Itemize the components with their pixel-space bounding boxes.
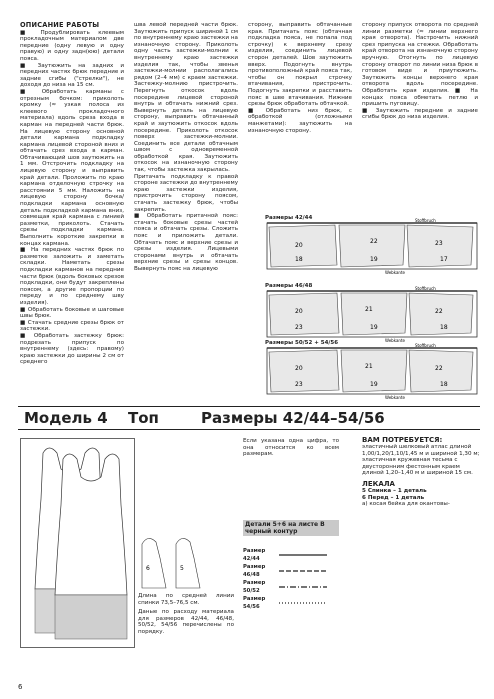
pattern-layout-3: [265, 340, 480, 400]
piece-number: 20: [295, 365, 303, 372]
piece-number: 22: [435, 308, 443, 315]
paragraph: ■ На передних частях брюк по разметке заложить и заметать складки. Наметать срезы подкладки карманов на передние части брюк (вдоль боковых срезов подкладки, они будут закреплены поясом, а другие пропорции по переду и по среднему шву изделия).: [20, 247, 124, 306]
piece-number: 20: [295, 242, 303, 249]
size-legend-row: Размер 42/44: [243, 548, 266, 562]
paragraph: сторону, выправить обтачанные края. Притачать пояс (обтачная подкладка пояса, не попала под строчку) к верхнему срезу изделия, соединить лицевой сторон деталей. Шов заутюжить вверх. Подогнуть внутрь противоположный край пояса так, чтобы он покрыл строчку втачивания, пристрочить. Подогнуть закрепки и расставить пояс в шве втачивания. Нижние срезы брюк обработать обтачкой.: [248, 22, 352, 108]
pattern-item: 5 Спинка – 1 деталь: [362, 487, 427, 494]
paragraph: ■ Обработать боковые и шаговые швы брюк.: [20, 306, 124, 320]
model-sizes: Размеры 42/44–54/56: [201, 409, 385, 427]
piece-number: 17: [440, 256, 448, 263]
svg-text:5: 5: [180, 565, 184, 572]
size-legend: [243, 547, 327, 611]
sheet-title: Детали 5+6 на листе В черный контур: [243, 520, 339, 536]
illustration-captions: [138, 593, 234, 636]
caption-sizes: Даные по расходу материала для размеров 42/44, 46/48, 50/52, 54/56 перечислены по порядку.: [138, 609, 234, 635]
pattern-size-label: Размеры 46/48: [265, 283, 313, 289]
fold-label: Stoffbruch: [415, 286, 436, 291]
size-legend-row: Размер 46/48: [243, 564, 266, 578]
paragraph: ■ Стачать средние срезы брюк от застежки.: [20, 319, 124, 333]
paragraph: ■ Заутюжить передние и задние сгибы брюк до низа изделия.: [362, 107, 478, 121]
size-note-text: Если указана одна цифра, то она относится ко всем размерам.: [243, 438, 339, 458]
lace-hem-front: [55, 595, 127, 639]
pattern-layout-2: [265, 283, 480, 343]
paragraph: ■ Заутюжить на задних и передних частях брюк передние и задние сгибы ("стрелки"), не доходя до низа на 15 см.: [20, 62, 124, 89]
materials-title: ВАМ ПОТРЕБУЕТСЯ:: [362, 436, 443, 444]
page-number: 6: [18, 683, 23, 691]
pattern-pieces-drawing: [136, 530, 240, 590]
piece-number: 21: [365, 363, 373, 370]
pattern-layout-1: [265, 215, 480, 275]
piece-number: 19: [370, 324, 378, 331]
size-legend-row: Размер 50/52: [243, 580, 266, 594]
paragraph: ■ Обработать низ брюк, с обработкой (отложными манжетами): заутюжить на изнаночную сторону.: [248, 107, 352, 134]
piece-number: 21: [365, 306, 373, 313]
piece-number: 22: [370, 238, 378, 245]
svg-text:6: 6: [146, 565, 150, 572]
piece-number: 23: [295, 324, 303, 331]
pattern-item: 6 Перед – 1 деталь: [362, 494, 425, 501]
selvedge-label: Webkante: [385, 338, 405, 343]
text-column-3: [248, 22, 352, 134]
piece-number: 19: [370, 256, 378, 263]
paragraph: ■ Обработать карманы с отрезным бочком: приколоть кромку (≈ узкая полоса из клеевого прокладочного материала) вдоль срезa входа в карман на передней части брюк. На лицевую сторону основной детали кармана подкладку кармана лицевой стороной вниз и обтачать срез входа в карман. Обтачивающий шов заутюжить на 1 мм. Отстрочить подкладку на лицевую сторону и выправить край детали. Проложить по краю кармана отделочную строчку на расстоянии 5 мм. Наложить на лицевую сторону бочка/подкладки кармана основную деталь подкладкой кармана вниз, совмещая край кармана с линией разметки, приколоть. Стачать срезы подкладки кармана. Выполнить короткие закрепки в концах кармана.: [20, 88, 124, 247]
piece-number: 18: [440, 324, 448, 331]
paragraph: ■ Обработать застежку брюк: подрезать припуск по внутреннему (здесь: правому) краю застежки до ширины 2 см от среднего: [20, 332, 124, 366]
selvedge-label: Webkante: [385, 270, 405, 275]
text-column-1: [20, 22, 124, 366]
pattern-size-label: Размеры 42/44: [265, 215, 313, 221]
text-column-2: [134, 22, 238, 273]
caption-length: Длина по средней линии спинки 73,5–76,5 см.: [138, 593, 234, 606]
paragraph: сторону припуск отворота по средней линии разметки (≈ линии верхнего края отворота). Настрочить нижний срез припуска на стежки. Обработать край отворота на изнаночную сторону вручную. Отогнуть по лицевую сторону отворот по линии низа брюк в готовом виде и приутюжить. Заутюжить концы верхнего края отворотa вдоль посередине. Обработать края изделия. ■ На концах пояса обметать петлю и пришить пуговицу.: [362, 22, 478, 108]
model-title-bar: [18, 406, 480, 430]
text-column-4: [362, 22, 478, 121]
model-name: Топ: [128, 409, 159, 427]
piece-number: 18: [295, 256, 303, 263]
piece-number: 19: [370, 381, 378, 388]
pattern-extra: а) косая бейка для окантовы-: [362, 501, 450, 508]
materials-body: эластичный шелковый атлас длиной 1,00/1,20/1,10/1,45 м и шириной 1,30 м; эластичная кружевная тесьма с двусторонним фестонным краем длиной 1,20–1,40 м и шириной 15 см.: [362, 444, 480, 477]
materials-block: [362, 436, 482, 508]
pattern-size-label: Размеры 50/52 + 54/56: [265, 340, 339, 346]
illustration-top-drawing: [20, 438, 135, 648]
size-legend-row: Размер 54/56: [243, 596, 266, 610]
fold-label: Stoffbruch: [415, 343, 436, 348]
piece-number: 23: [435, 240, 443, 247]
piece-number: 22: [435, 365, 443, 372]
piece-number: 23: [295, 381, 303, 388]
paragraph: шва левой передней части брюк. Заутюжить припуск шириной 1 см по внутреннему краю застежки на изнаночную сторону. Приколоть одну часть застежки-молнии к внутреннему краю застежки изделия так, чтобы звенья застежки-молнии располагались рядом (2–4 мм) с краем застежки. Застежку-молнию пристрочить. Перегнуть откосок вдоль посередине лицевой стороной внутрь и обтачать нижний срез. Вывернуть деталь на лицевую сторону, выправить обтачанный край и заутюжить откосок вдоль посередине. Приколоть откосок поверх застежки-молнии. Соединить все детали обтачным швом с одновременной обработкой края. Заутюжить откосок на изнаночную сторону так, чтобы застежка закрылась.: [134, 22, 238, 174]
patterns-title: ЛЕКАЛА: [362, 479, 395, 488]
paragraph: Притачать подкладку к правой стороне застежки до внутреннему краю застежки изделия, пристрочить сторону поясом, стачать застежку брюк, чтобы закрепить.: [134, 173, 238, 213]
piece-number: 20: [295, 308, 303, 315]
paragraph: ■ Обработать притачной пояс: стачать боковые срезы частей пояса и обтачать срезы. Сложить пояс и приложить детали. Обтачать пояс и верхние срезы и срезы изделия. Лицевыми сторонами внутрь и обтачать верхние срезы и срезы концов. Вывернуть пояс на лицевую: [134, 213, 238, 272]
piece-number: 18: [440, 381, 448, 388]
paragraph: ■ Продублировать клеевым прокладочным материалом две передние (одну левую и одну правую) и одну задн(юю) детали пояса.: [20, 29, 124, 62]
model-number: Модель 4: [24, 409, 108, 427]
size-note: [243, 438, 339, 458]
fold-label: Stoffbruch: [415, 218, 436, 223]
selvedge-label: Webkante: [385, 395, 405, 400]
section-heading: ОПИСАНИЕ РАБОТЫ: [20, 21, 100, 29]
